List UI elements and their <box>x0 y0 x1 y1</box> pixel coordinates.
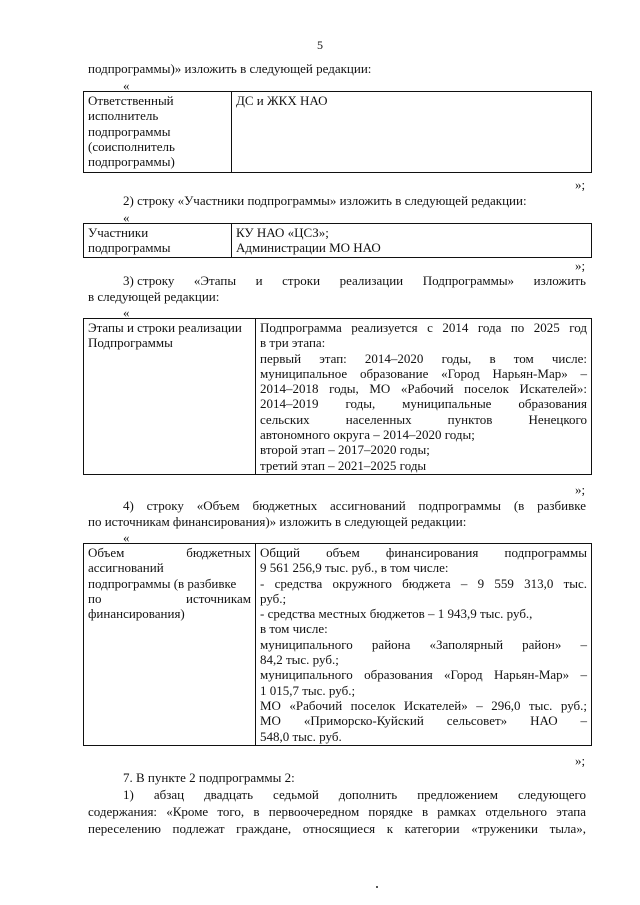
table1-right-cell: ДС и ЖКХ НАО <box>232 92 592 173</box>
table1-left-cell: Ответственный исполнитель подпрограммы (соисполнитель подпрограммы) <box>84 92 232 173</box>
item7-heading: 7. В пункте 2 подпрограммы 2: <box>123 770 295 785</box>
table-responsible-executor <box>83 91 592 173</box>
intro-line: подпрограммы)» изложить в следующей редакции: <box>88 61 372 76</box>
para1-line3: переселению подлежат граждане, относящиеся к категории «труженики тыла», <box>88 821 586 836</box>
table4-left-cell: Объем бюджетных ассигнований подпрограммы (в разбивке по источникам финансирования) <box>84 544 256 746</box>
open-quote: « <box>123 305 130 320</box>
table-stages <box>83 318 592 475</box>
para1-line2: содержания: «Кроме того, в первоочередном порядке в рамках отдельного этапа <box>88 804 586 819</box>
table3-right-cell: Подпрограмма реализуется с 2014 года по 2025 год в три этапа: первый этап: 2014–2020 годы, в том числе: муниципальное образование «Город Нарьян-Мар» – 2014–2018 годы, МО «Рабочий поселок Искателей»: 2014–2019 годы, муниципальные образования сельских населенных пунктов Ненецкого автономного округа – 2014–2020 годы; второй этап – 2017–2020 годы; третий этап – 2021–2025 годы <box>256 319 592 475</box>
table4-right-cell: Общий объем финансирования подпрограммы 9 561 256,9 тыс. руб., в том числе: - средства окружного бюджета – 9 559 313,0 тыс. руб.; - средства местных бюджетов – 1 943,9 тыс. руб., в том числе: муниципального района «Заполярный район» – 84,2 тыс. руб.; муниципального образования «Город Нарьян-Мар» – 1 015,7 тыс. руб.; МО «Рабочий поселок Искателей» – 296,0 тыс. руб.; МО «Приморско-Куйский сельсовет» НАО – 548,0 тыс. руб. <box>256 544 592 746</box>
table3-left-cell: Этапы и строки реализации Подпрограммы <box>84 319 256 475</box>
close-quote: »; <box>575 753 586 768</box>
item3-line2: в следующей редакции: <box>88 289 220 304</box>
close-quote: »; <box>575 482 586 497</box>
item4-line2: по источникам финансирования)» изложить в следующей редакции: <box>88 514 467 529</box>
item2-text: 2) строку «Участники подпрограммы» изложить в следующей редакции: <box>123 193 527 208</box>
close-quote: »; <box>575 177 586 192</box>
para1-line1: 1) абзац двадцать седьмой дополнить предложением следующего <box>123 787 586 802</box>
table2-left-cell: Участники подпрограммы <box>84 224 232 258</box>
table-budget <box>83 543 592 746</box>
open-quote: « <box>123 210 130 225</box>
table-participants <box>83 223 592 258</box>
item3-line1: 3) строку «Этапы и строки реализации Подпрограммы» изложить <box>123 273 586 288</box>
close-quote: »; <box>575 258 586 273</box>
page-number: 5 <box>317 38 323 52</box>
scan-speck <box>376 886 378 888</box>
item4-line1: 4) строку «Объем бюджетных ассигнований подпрограммы (в разбивке <box>123 498 586 513</box>
table2-right-cell: КУ НАО «ЦСЗ»; Администрации МО НАО <box>232 224 592 258</box>
open-quote: « <box>123 530 130 545</box>
open-quote: « <box>123 78 130 93</box>
